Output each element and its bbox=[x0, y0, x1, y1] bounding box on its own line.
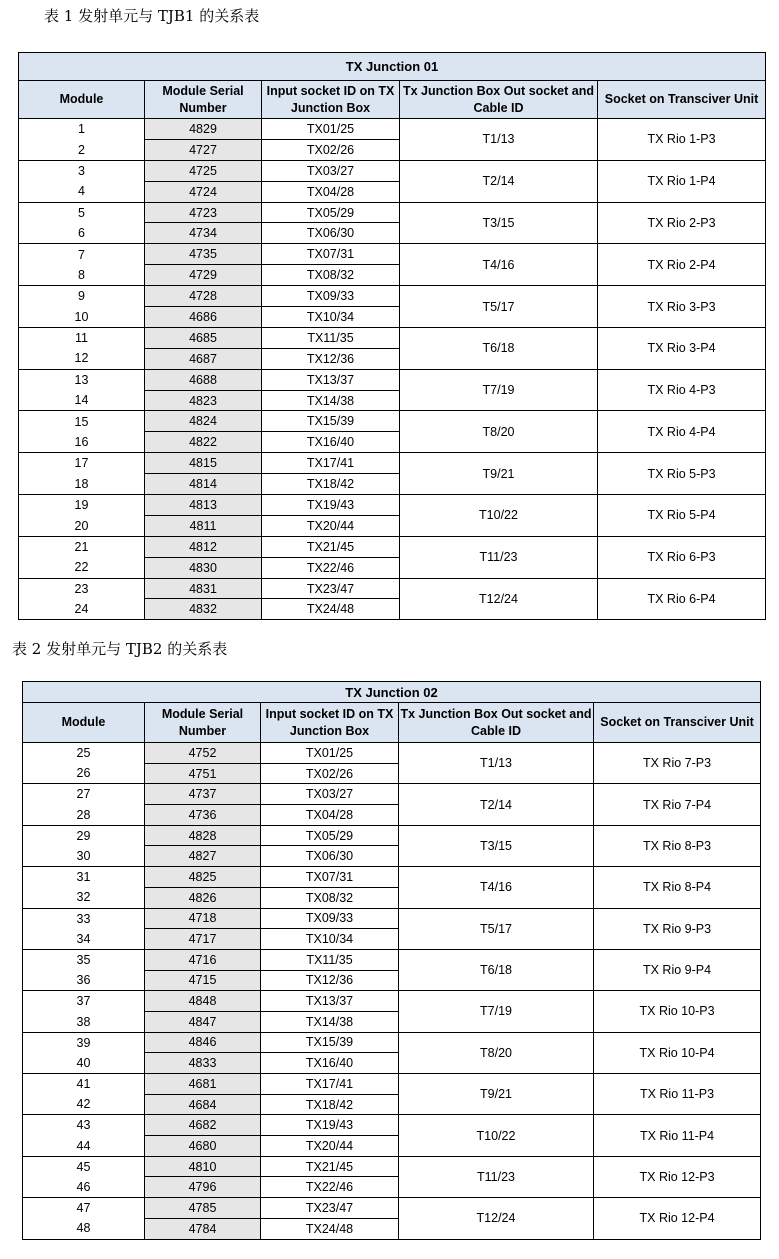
cell-serial: 4736 bbox=[145, 805, 261, 826]
cell-transceiver-socket: TX Rio 7-P3 bbox=[594, 743, 761, 784]
cell-serial: 4847 bbox=[145, 1011, 261, 1032]
cell-transceiver-socket: TX Rio 10-P3 bbox=[594, 991, 761, 1032]
cell-input: TX12/36 bbox=[261, 970, 399, 991]
cell-module: 14 bbox=[19, 390, 145, 411]
table-row bbox=[19, 327, 766, 348]
table-title-row bbox=[19, 53, 766, 81]
cell-serial: 4785 bbox=[145, 1198, 261, 1219]
cell-out-socket-cable: T7/19 bbox=[400, 369, 598, 411]
cell-input: TX01/25 bbox=[262, 119, 400, 140]
cell-input: TX10/34 bbox=[261, 929, 399, 950]
table-row bbox=[19, 495, 766, 516]
cell-serial: 4831 bbox=[145, 578, 262, 599]
cell-out-socket-cable: T2/14 bbox=[400, 160, 598, 202]
cell-serial: 4796 bbox=[145, 1177, 261, 1198]
cell-module: 34 bbox=[23, 929, 145, 950]
cell-transceiver-socket: TX Rio 4-P3 bbox=[598, 369, 766, 411]
cell-input: TX16/40 bbox=[262, 432, 400, 453]
header-input-socket: Input socket ID on TX Junction Box bbox=[262, 81, 400, 119]
cell-input: TX16/40 bbox=[261, 1053, 399, 1074]
cell-module: 37 bbox=[23, 991, 145, 1012]
cell-input: TX05/29 bbox=[262, 202, 400, 223]
cell-module: 46 bbox=[23, 1177, 145, 1198]
cell-serial: 4727 bbox=[145, 139, 262, 160]
cell-out-socket-cable: T8/20 bbox=[400, 411, 598, 453]
cell-serial: 4822 bbox=[145, 432, 262, 453]
cell-serial: 4685 bbox=[145, 327, 262, 348]
cell-module: 23 bbox=[19, 578, 145, 599]
cell-transceiver-socket: TX Rio 10-P4 bbox=[594, 1032, 761, 1073]
table-row bbox=[23, 1115, 761, 1136]
table-row bbox=[19, 119, 766, 140]
cell-module: 38 bbox=[23, 1011, 145, 1032]
cell-serial: 4718 bbox=[145, 908, 261, 929]
cell-transceiver-socket: TX Rio 1-P4 bbox=[598, 160, 766, 202]
cell-input: TX02/26 bbox=[261, 763, 399, 784]
cell-module: 43 bbox=[23, 1115, 145, 1136]
cell-module: 28 bbox=[23, 805, 145, 826]
cell-transceiver-socket: TX Rio 5-P4 bbox=[598, 495, 766, 537]
cell-transceiver-socket: TX Rio 1-P3 bbox=[598, 119, 766, 161]
cell-serial: 4688 bbox=[145, 369, 262, 390]
cell-input: TX05/29 bbox=[261, 825, 399, 846]
cell-out-socket-cable: T12/24 bbox=[400, 578, 598, 620]
cell-input: TX18/42 bbox=[262, 474, 400, 495]
cell-input: TX19/43 bbox=[261, 1115, 399, 1136]
cell-module: 1 bbox=[19, 119, 145, 140]
cell-out-socket-cable: T10/22 bbox=[399, 1115, 594, 1156]
cell-serial: 4717 bbox=[145, 929, 261, 950]
table-row bbox=[19, 578, 766, 599]
cell-input: TX10/34 bbox=[262, 307, 400, 328]
cell-serial: 4811 bbox=[145, 515, 262, 536]
cell-input: TX01/25 bbox=[261, 743, 399, 764]
cell-input: TX11/35 bbox=[261, 949, 399, 970]
cell-input: TX13/37 bbox=[262, 369, 400, 390]
cell-input: TX03/27 bbox=[261, 784, 399, 805]
cell-module: 5 bbox=[19, 202, 145, 223]
header-out-socket-cable: Tx Junction Box Out socket and Cable ID bbox=[400, 81, 598, 119]
cell-input: TX06/30 bbox=[262, 223, 400, 244]
cell-out-socket-cable: T4/16 bbox=[399, 867, 594, 908]
cell-module: 19 bbox=[19, 495, 145, 516]
cell-serial: 4684 bbox=[145, 1094, 261, 1115]
table-row bbox=[19, 286, 766, 307]
cell-module: 18 bbox=[19, 474, 145, 495]
cell-input: TX15/39 bbox=[262, 411, 400, 432]
cell-serial: 4682 bbox=[145, 1115, 261, 1136]
table-row bbox=[23, 867, 761, 888]
cell-input: TX07/31 bbox=[261, 867, 399, 888]
table-row bbox=[19, 160, 766, 181]
cell-out-socket-cable: T11/23 bbox=[400, 536, 598, 578]
cell-serial: 4737 bbox=[145, 784, 261, 805]
cell-input: TX06/30 bbox=[261, 846, 399, 867]
table-1-caption: 表 1 发射单元与 TJB1 的关系表 bbox=[44, 7, 260, 25]
cell-input: TX22/46 bbox=[262, 557, 400, 578]
cell-transceiver-socket: TX Rio 9-P3 bbox=[594, 908, 761, 949]
cell-transceiver-socket: TX Rio 11-P3 bbox=[594, 1074, 761, 1115]
cell-serial: 4734 bbox=[145, 223, 262, 244]
cell-out-socket-cable: T5/17 bbox=[399, 908, 594, 949]
cell-module: 12 bbox=[19, 348, 145, 369]
cell-input: TX02/26 bbox=[262, 139, 400, 160]
cell-input: TX21/45 bbox=[262, 536, 400, 557]
table-row bbox=[23, 949, 761, 970]
cell-serial: 4848 bbox=[145, 991, 261, 1012]
cell-input: TX09/33 bbox=[261, 908, 399, 929]
cell-out-socket-cable: T5/17 bbox=[400, 286, 598, 328]
cell-module: 2 bbox=[19, 139, 145, 160]
cell-serial: 4735 bbox=[145, 244, 262, 265]
cell-input: TX15/39 bbox=[261, 1032, 399, 1053]
cell-module: 16 bbox=[19, 432, 145, 453]
table-row bbox=[19, 453, 766, 474]
cell-input: TX18/42 bbox=[261, 1094, 399, 1115]
cell-input: TX11/35 bbox=[262, 327, 400, 348]
table-row bbox=[23, 743, 761, 764]
cell-module: 20 bbox=[19, 515, 145, 536]
cell-serial: 4832 bbox=[145, 599, 262, 620]
cell-out-socket-cable: T8/20 bbox=[399, 1032, 594, 1073]
cell-transceiver-socket: TX Rio 2-P4 bbox=[598, 244, 766, 286]
table-2-caption: 表 2 发射单元与 TJB2 的关系表 bbox=[12, 640, 228, 658]
cell-serial: 4814 bbox=[145, 474, 262, 495]
cell-out-socket-cable: T9/21 bbox=[400, 453, 598, 495]
cell-module: 26 bbox=[23, 763, 145, 784]
cell-transceiver-socket: TX Rio 6-P3 bbox=[598, 536, 766, 578]
cell-input: TX21/45 bbox=[261, 1156, 399, 1177]
cell-transceiver-socket: TX Rio 11-P4 bbox=[594, 1115, 761, 1156]
cell-module: 32 bbox=[23, 887, 145, 908]
cell-serial: 4752 bbox=[145, 743, 261, 764]
cell-out-socket-cable: T2/14 bbox=[399, 784, 594, 825]
table-row bbox=[23, 1074, 761, 1095]
cell-serial: 4825 bbox=[145, 867, 261, 888]
table-row bbox=[23, 1156, 761, 1177]
cell-input: TX13/37 bbox=[261, 991, 399, 1012]
cell-out-socket-cable: T12/24 bbox=[399, 1198, 594, 1239]
cell-transceiver-socket: TX Rio 8-P3 bbox=[594, 825, 761, 866]
cell-out-socket-cable: T9/21 bbox=[399, 1074, 594, 1115]
cell-input: TX09/33 bbox=[262, 286, 400, 307]
table-row bbox=[23, 825, 761, 846]
cell-module: 42 bbox=[23, 1094, 145, 1115]
cell-input: TX20/44 bbox=[262, 515, 400, 536]
table-title: TX Junction 02 bbox=[23, 682, 761, 703]
cell-serial: 4716 bbox=[145, 949, 261, 970]
header-row bbox=[23, 703, 761, 743]
table-row bbox=[19, 202, 766, 223]
cell-module: 8 bbox=[19, 265, 145, 286]
cell-serial: 4751 bbox=[145, 763, 261, 784]
cell-input: TX14/38 bbox=[261, 1011, 399, 1032]
cell-transceiver-socket: TX Rio 7-P4 bbox=[594, 784, 761, 825]
cell-serial: 4728 bbox=[145, 286, 262, 307]
cell-module: 9 bbox=[19, 286, 145, 307]
header-transceiver-socket: Socket on Transciver Unit bbox=[598, 81, 766, 119]
table-title-row bbox=[23, 682, 761, 703]
cell-module: 31 bbox=[23, 867, 145, 888]
cell-serial: 4723 bbox=[145, 202, 262, 223]
cell-serial: 4828 bbox=[145, 825, 261, 846]
cell-module: 41 bbox=[23, 1074, 145, 1095]
table-row bbox=[23, 991, 761, 1012]
header-out-socket-cable: Tx Junction Box Out socket and Cable ID bbox=[399, 703, 594, 743]
cell-input: TX24/48 bbox=[262, 599, 400, 620]
table-row bbox=[19, 536, 766, 557]
cell-input: TX20/44 bbox=[261, 1136, 399, 1157]
cell-serial: 4687 bbox=[145, 348, 262, 369]
cell-module: 13 bbox=[19, 369, 145, 390]
cell-serial: 4846 bbox=[145, 1032, 261, 1053]
cell-input: TX07/31 bbox=[262, 244, 400, 265]
cell-module: 35 bbox=[23, 949, 145, 970]
header-row bbox=[19, 81, 766, 119]
cell-serial: 4686 bbox=[145, 307, 262, 328]
cell-input: TX08/32 bbox=[262, 265, 400, 286]
cell-serial: 4815 bbox=[145, 453, 262, 474]
table-row bbox=[23, 1198, 761, 1219]
header-serial-number: Module Serial Number bbox=[145, 81, 262, 119]
cell-serial: 4813 bbox=[145, 495, 262, 516]
cell-out-socket-cable: T3/15 bbox=[399, 825, 594, 866]
cell-serial: 4829 bbox=[145, 119, 262, 140]
cell-module: 47 bbox=[23, 1198, 145, 1219]
cell-module: 4 bbox=[19, 181, 145, 202]
cell-module: 6 bbox=[19, 223, 145, 244]
cell-module: 27 bbox=[23, 784, 145, 805]
cell-module: 3 bbox=[19, 160, 145, 181]
header-module: Module bbox=[23, 703, 145, 743]
cell-module: 25 bbox=[23, 743, 145, 764]
cell-serial: 4724 bbox=[145, 181, 262, 202]
cell-input: TX24/48 bbox=[261, 1218, 399, 1239]
tx-junction-02-table bbox=[22, 681, 761, 1240]
cell-transceiver-socket: TX Rio 9-P4 bbox=[594, 949, 761, 990]
cell-module: 22 bbox=[19, 557, 145, 578]
table-row bbox=[23, 784, 761, 805]
cell-serial: 4681 bbox=[145, 1074, 261, 1095]
cell-transceiver-socket: TX Rio 12-P4 bbox=[594, 1198, 761, 1239]
cell-serial: 4824 bbox=[145, 411, 262, 432]
cell-transceiver-socket: TX Rio 12-P3 bbox=[594, 1156, 761, 1197]
table-row bbox=[19, 244, 766, 265]
cell-input: TX04/28 bbox=[261, 805, 399, 826]
table-row bbox=[23, 908, 761, 929]
table-row bbox=[19, 369, 766, 390]
cell-module: 36 bbox=[23, 970, 145, 991]
cell-serial: 4812 bbox=[145, 536, 262, 557]
cell-module: 17 bbox=[19, 453, 145, 474]
cell-module: 45 bbox=[23, 1156, 145, 1177]
cell-out-socket-cable: T3/15 bbox=[400, 202, 598, 244]
cell-module: 40 bbox=[23, 1053, 145, 1074]
header-transceiver-socket: Socket on Transciver Unit bbox=[594, 703, 761, 743]
cell-module: 39 bbox=[23, 1032, 145, 1053]
header-input-socket: Input socket ID on TX Junction Box bbox=[261, 703, 399, 743]
cell-serial: 4729 bbox=[145, 265, 262, 286]
cell-input: TX04/28 bbox=[262, 181, 400, 202]
cell-transceiver-socket: TX Rio 5-P3 bbox=[598, 453, 766, 495]
cell-out-socket-cable: T4/16 bbox=[400, 244, 598, 286]
cell-input: TX17/41 bbox=[261, 1074, 399, 1095]
cell-out-socket-cable: T6/18 bbox=[400, 327, 598, 369]
cell-out-socket-cable: T7/19 bbox=[399, 991, 594, 1032]
cell-out-socket-cable: T11/23 bbox=[399, 1156, 594, 1197]
table-row bbox=[23, 1032, 761, 1053]
table-row bbox=[19, 411, 766, 432]
header-module: Module bbox=[19, 81, 145, 119]
cell-module: 7 bbox=[19, 244, 145, 265]
cell-input: TX08/32 bbox=[261, 887, 399, 908]
cell-module: 33 bbox=[23, 908, 145, 929]
cell-serial: 4715 bbox=[145, 970, 261, 991]
cell-input: TX14/38 bbox=[262, 390, 400, 411]
cell-input: TX23/47 bbox=[261, 1198, 399, 1219]
cell-module: 24 bbox=[19, 599, 145, 620]
cell-serial: 4826 bbox=[145, 887, 261, 908]
cell-module: 15 bbox=[19, 411, 145, 432]
cell-module: 10 bbox=[19, 307, 145, 328]
cell-out-socket-cable: T1/13 bbox=[399, 743, 594, 784]
cell-transceiver-socket: TX Rio 4-P4 bbox=[598, 411, 766, 453]
cell-input: TX19/43 bbox=[262, 495, 400, 516]
cell-input: TX12/36 bbox=[262, 348, 400, 369]
cell-module: 29 bbox=[23, 825, 145, 846]
cell-out-socket-cable: T1/13 bbox=[400, 119, 598, 161]
cell-transceiver-socket: TX Rio 3-P3 bbox=[598, 286, 766, 328]
cell-input: TX03/27 bbox=[262, 160, 400, 181]
cell-input: TX23/47 bbox=[262, 578, 400, 599]
tx-junction-01-table bbox=[18, 52, 766, 620]
cell-module: 21 bbox=[19, 536, 145, 557]
cell-serial: 4810 bbox=[145, 1156, 261, 1177]
cell-serial: 4833 bbox=[145, 1053, 261, 1074]
cell-transceiver-socket: TX Rio 8-P4 bbox=[594, 867, 761, 908]
header-serial-number: Module Serial Number bbox=[145, 703, 261, 743]
cell-serial: 4827 bbox=[145, 846, 261, 867]
cell-module: 30 bbox=[23, 846, 145, 867]
cell-serial: 4830 bbox=[145, 557, 262, 578]
cell-serial: 4725 bbox=[145, 160, 262, 181]
cell-serial: 4680 bbox=[145, 1136, 261, 1157]
cell-input: TX22/46 bbox=[261, 1177, 399, 1198]
cell-serial: 4823 bbox=[145, 390, 262, 411]
cell-transceiver-socket: TX Rio 6-P4 bbox=[598, 578, 766, 620]
cell-module: 11 bbox=[19, 327, 145, 348]
cell-transceiver-socket: TX Rio 2-P3 bbox=[598, 202, 766, 244]
table-title: TX Junction 01 bbox=[19, 53, 766, 81]
cell-module: 48 bbox=[23, 1218, 145, 1239]
cell-serial: 4784 bbox=[145, 1218, 261, 1239]
cell-input: TX17/41 bbox=[262, 453, 400, 474]
cell-transceiver-socket: TX Rio 3-P4 bbox=[598, 327, 766, 369]
cell-out-socket-cable: T6/18 bbox=[399, 949, 594, 990]
cell-module: 44 bbox=[23, 1136, 145, 1157]
cell-out-socket-cable: T10/22 bbox=[400, 495, 598, 537]
